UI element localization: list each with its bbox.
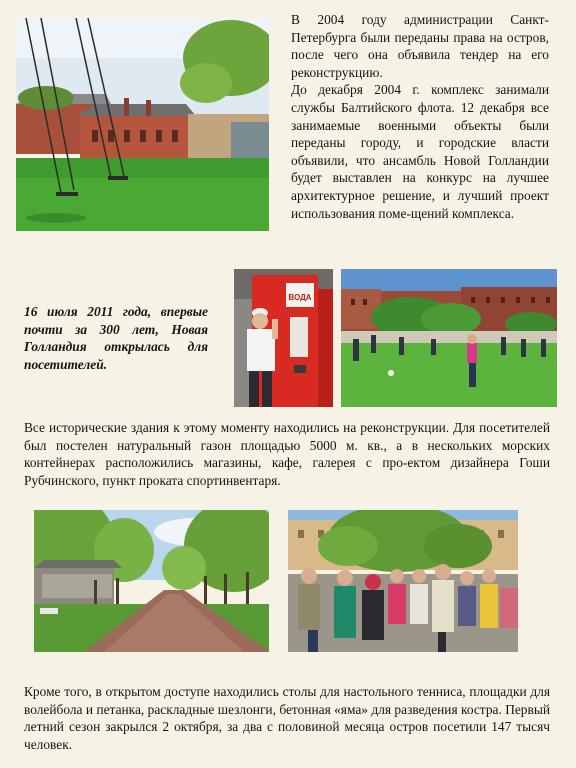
photo-vending-machine (234, 269, 333, 407)
photo-tour-group (288, 510, 518, 652)
season-text: Кроме того, в открытом доступе находились столы для настольного тенниса, площадки для волейбола и петанка, раскладные шезлонги, бетонная «яма» для разведения костра. Первый летний сезон закрылся 2 октября, за два с половиной месяца остров посетили 147 тысяч человек. (24, 684, 550, 752)
paragraph-tender: В 2004 году администрации Санкт-Петербурга были переданы права на остров, после чего она объявила тендер на его реконструкцию. (291, 12, 549, 80)
photo-lawn-crowd (341, 269, 557, 407)
intro-text (291, 11, 549, 222)
photo-tree-avenue (34, 510, 269, 652)
paragraph-baltic-fleet: До декабря 2004 г. комплекс занимали службы Балтийского флота. 12 декабря все занимаемые военными объекты были переданы городу, и городские власти объявили, что ансамбль Новой Голландии будет выставлен на конкурс на лучшее архитектурное решение, и лучший проект использования поме-щений комплекса. (291, 82, 549, 221)
vending-sign-text: ВОДА (288, 293, 312, 302)
photo-swings-lawn (16, 18, 269, 231)
opening-caption: 16 июля 2011 года, впервые почти за 300 лет, Новая Голландия открылась для посетителей. (24, 304, 208, 372)
reconstruction-text: Все исторические здания к этому моменту находились на реконструкции. Для посетителей был постелен натуральный газон площадью 5000 м. кв., а в нескольких морских контейнерах расположились магазины, кафе, галерея с про-ектом дизайнера Гоши Рубчинского, пункт проката спортинвентаря. (24, 420, 550, 488)
